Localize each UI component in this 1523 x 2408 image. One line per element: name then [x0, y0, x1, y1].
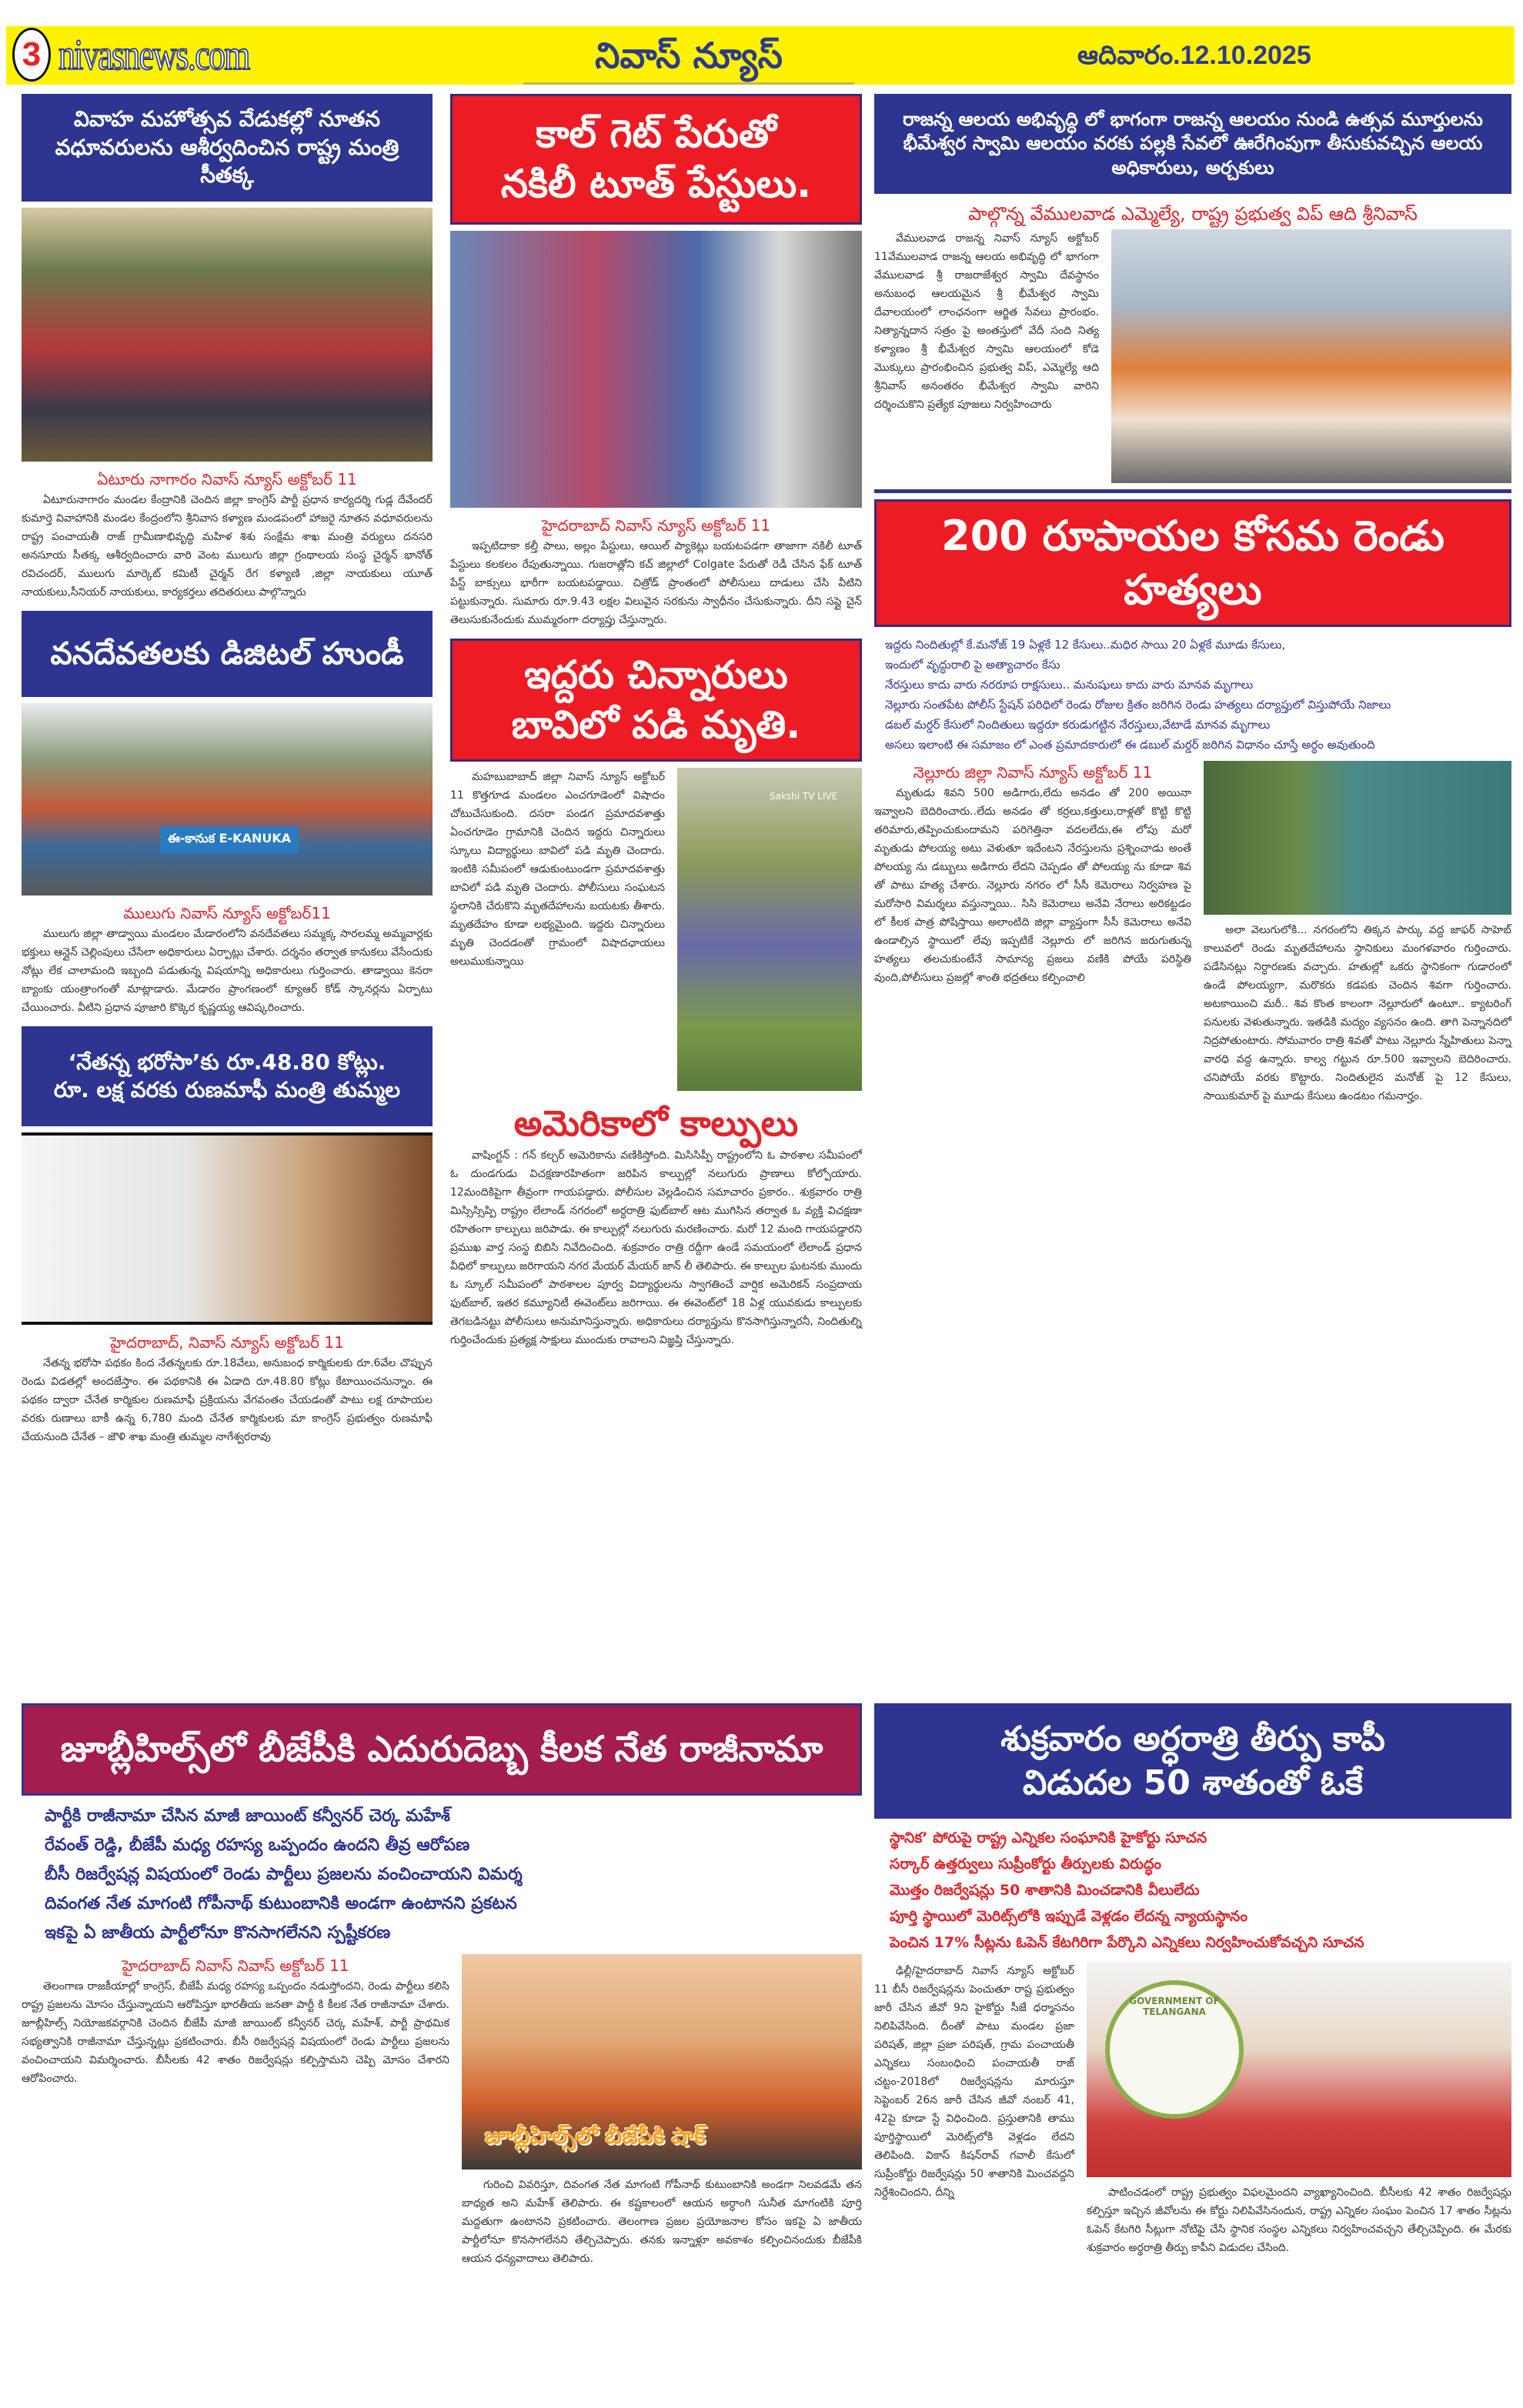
jubilee-highlight: ఇకపై ఏ జాతీయ పార్టీలోనూ కొనసాగలేనని స్పష్టీకరణ — [45, 1923, 391, 1943]
verdict-headline-line1: శుక్రవారం అర్ధరాత్రి తీర్పు కాపీ — [1000, 1719, 1385, 1759]
children-photo — [677, 768, 862, 1091]
site-url[interactable]: nivasnews.com — [58, 32, 249, 79]
children-headline — [450, 639, 862, 762]
wedding-photo — [22, 208, 433, 462]
wedding-headline: వివాహ మహోత్సవ వేడుకల్లో నూతన వధూవరులను ఆశీర్వదించిన రాష్ట్ర మంత్రి సీతక్క — [22, 94, 433, 202]
murders-highlight: నేరస్తులు కాదు వారు నరరూప రాక్షసులు.. మనుషులు కాదు వారు మానవ మృగాలు — [885, 678, 1254, 692]
temple-body: వేములవాడ రాజన్న నివాస్ న్యూస్ అక్టోబర్ 11వేములవాడ రాజన్న ఆలయ అభివృద్ధి లో భాగంగా వేములవాడ శ్రీ రాజరాజేశ్వర స్వామి దేవస్థానం అనుబంధ ఆలయమైన శ్రీ భీమేశ్వర స్వామి దేవాలయంలో లాంఛనంగా ఆర్జిత సేవలు ప్రారంభం. నిత్యాన్నదాన సత్రం పై అంతస్తులో వేదీ సంది నిత్య కళ్యాణం శ్రీ భీమేశ్వర స్వామి ఆలయంలో కోడె మొక్కులు ప్రారంభించిన ప్రభుత్వ విప్, ఎమ్మెల్యే ఆది శ్రీనివాస్ అనంతరం భీమేశ్వర స్వామి వారిని దర్శించుకొని ప్రత్యేక పూజలు నిర్వహించారు — [874, 232, 1099, 411]
verdict-col2 — [1087, 1962, 1511, 2257]
verdict-highlights — [874, 1819, 1511, 1956]
hundi-dateline: ములుగు నివాస్ న్యూస్ అక్టోబర్11 — [123, 904, 331, 922]
toothpaste-headline-line2: నకిలీ టూత్ పేస్టులు. — [500, 162, 812, 206]
temple-photo — [1111, 229, 1511, 483]
jubilee-dateline: హైదరాబాద్ నివాస్ నివాస్ అక్టోబర్ 11 — [122, 1956, 349, 1975]
hundi-body: ములుగు జిల్లా తాడ్వాయి మండలం మేడారంలోని వనదేవతలు సమ్మక్క సారలమ్మ అమ్మవార్లకు భక్తులు ఆన్లైన్ చెల్లింపులు చేసేలా అధికారులు ఏర్పాట్లు చేశారు. దర్శనం తర్వాత కానుకలు వేసేందుకు నోట్లు లేక చాలామంది ఇబ్బంది పడుతున్న విషయాన్ని అధికారులు గుర్తించారు. తాడ్వాయి కెనరా బ్యాంకు యంత్రాంగంతో మాట్లాడారు. మేడారం ప్రాంగణంలో క్యూఆర్ కోడ్ స్కానర్లను ఏర్పాటు చేయించారు. వీటిని ప్రధాన పూజారి కొక్కెర కృష్ణయ్య ఆవిష్కరించారు. — [22, 928, 433, 1014]
children-headline-line1: ఇద్దరు చిన్నారులు — [524, 652, 788, 697]
verdict-highlight: సర్కార్ ఉత్తర్వులు సుప్రీంకోర్టు తీర్పులకు విరుద్ధం — [890, 1856, 1161, 1873]
toothpaste-dateline: హైదరాబాద్ నివాస్ న్యూస్ అక్టోబర్ 11 — [541, 516, 771, 535]
verdict-headline-line2: విడుదల 50 శాతంతో ఓకే — [1023, 1763, 1363, 1803]
issue-date: ఆదివారం.12.10.2025 — [1077, 41, 1311, 70]
murders-highlight: డబల్ మర్డర్ కేసులో నిందితులు ఇద్దరూ కరుడుగట్టిన నేరస్తులు,వేటాడే మానవ మృగాలు — [885, 718, 1271, 732]
canal-photo — [1204, 761, 1511, 915]
hundi-headline: వనదేవతలకు డిజిటల్ హుండీ — [22, 611, 433, 697]
page-number-badge: 3 — [12, 28, 51, 82]
america-headline: అమెరికాలో కాల్పులు — [513, 1102, 799, 1144]
left-column — [22, 94, 433, 1446]
jubilee-photo — [462, 1954, 862, 2170]
murders-body-col2: అలా వెలుగులోకి... నగరంలోని తిక్కన పార్కు వద్ద జాఫర్ సాహెబ్ కాలువలో రెండు మృతదేహాలను స్థానికులు మంగళవారం గుర్తించారు. పడేసినట్లు నిర్ధారణకు వచ్చారు. హతుల్లో ఒకరు స్థానికంగా గుడారంలో ఉండే పోలయ్యగా, మరొకరు కడపకు చెందిన శివగా గుర్తించారు. అటకాయించి మరీ.. శివ కొంత కాలంగా నెల్లూరులో ఉంటూ.. క్యాటరింగ్ పనులకు వెళుతున్నారు. ఇతడికి మద్యం వ్యసనం ఉంది. తాగి పెన్నానదిలో నిద్రపోతుంటారు. సోమవారం రాత్రి శివతో పాటు నెల్లూరు స్నేహితులు పెన్నా వారధి వద్ద ఉన్నారు. కాల్వ గట్టున రూ.500 ఇవ్వాలని బెదిరించారు. చనిపోయే వరకు కొట్టారు. నిందితులైన మనోజ్ పై 12 కేసులు, సాయికుమార్ పై మూడు కేసులు ఉండటం గమనార్హం. — [1204, 924, 1511, 1103]
tv-watermark: Sakshi TV LIVE — [770, 791, 838, 802]
murders-highlight: నెల్లూరు సంతపేట పోలీస్ స్టేషన్ పరిధిలో రెండు రోజుల క్రితం జరిగిన రెండు హత్యలు దర్యాప్తులో విస్తుపోయే నిజాలు — [885, 698, 1391, 712]
hundi-photo — [22, 703, 433, 895]
toothpaste-headline-line1: కాల్ గెట్ పేరుతో — [536, 112, 777, 156]
america-body: వాషింగ్టన్ : గన్ కల్చర్ అమెరికాను వణికిస్తోంది. మిసిసిప్పీ రాష్ట్రంలోని ఓ పాఠశాల సమీపంలో ఓ దుండగుడు విచక్షణారహితంగా జరిపిన కాల్పుల్లో నలుగురు ప్రాణాలు కోల్పోయారు. 12మందికిపైగా తీవ్రంగా గాయపడ్డారు. పోలీసుల వెల్లడించిన సమాచారం ప్రకారం.. శుక్రవారం రాత్రి మిస్సిస్సిప్పి రాష్ట్రం లేలాండ్ నగరంలో అర్ధరాత్రి ఫుట్‌బాల్ ఆట ముగిసిన తర్వాత ఓ వ్యక్తి విచక్షణా రహితంగా కాల్పులు జరిపాడు. ఈ కాల్పుల్లో నలుగురు మరణించారు. మరో 12 మంది గాయపడ్డారని ప్రముఖ వార్త సంస్థ బిబిసి నివేదించింది. శుక్రవారం రాత్రి రద్దీగా ఉండే సమయంలో లేలాండ్ ప్రధాన వీధిలో కాల్పులు జరిగాయని నగర మేయర్ మేయర్ జాన్ లీ తెలిపారు. ఈ కాల్పుల ఘటనకు ముందు ఓ స్కూల్ సమీపంలో పాఠశాలల పూర్వ విద్యార్థులను స్వాగతించే వార్షిక అమెరికన్ సంప్రదాయ ఫుట్‌బాల్, ఇతర కమ్యూనిటీ ఈవెంట్‌లు జరిగాయి. ఈ ఈవెంట్‌లో 18 ఏళ్ల యువకుడు కాల్పులకు తెగబడినట్టు పోలీసులు అనుమానిస్తున్నారు. అధికారులు దర్యాప్తును కొనసాగిస్తున్నారనీ, నిందితుల్ని గుర్తించేందుకు ప్రత్యక్ష సాక్షులు ముందుకు రావాలని విజ్ఞప్తి చేస్తున్నారు. — [450, 1149, 862, 1346]
loan-waiver-headline-line2: రూ. లక్ష వరకు రుణమాఫీ మంత్రి తుమ్మల — [53, 1077, 401, 1102]
jubilee-highlight: దివంగత నేత మాగంటి గోపీనాథ్ కుటుంబానికి అండగా ఉంటానని ప్రకటన — [45, 1894, 517, 1913]
right-column — [874, 94, 1511, 1106]
jubilee-highlight: బీసీ రిజర్వేషన్ల విషయంలో రెండు పార్టీలు ప్రజలను వంచించాయని విమర్శ — [45, 1865, 523, 1884]
loan-waiver-headline — [22, 1026, 433, 1126]
middle-column — [450, 94, 862, 1349]
murders-body-col1: మృతుడు శివని 500 అడిగారు,లేదు అనడం తో 200 అయినా ఇవ్వాలని బెదిరించారు..లేదు అనడం తో కర్రలు,కత్తులు,రాళ్లతో కొట్టి కొట్టి తరిమారు,తప్పించుకుందామని పరిగెత్తినా వదలలేదు,ఈ లోపు మరో మృతుడు పోలయ్య అటు వెళుతూ ఇదేంటని నేరస్తులను ప్రశ్నించాడు అంతే పోలయ్య ను డబ్బులు అడిగారు లేదని చెప్పడం తో పోలయ్య ను కూడా శివ తో పాటు హత్య చేశారు. నెల్లూరు నగరం లో సీసీ కెమెరాలు నిర్వహణ పై మరోసారి విమర్శలు వస్తున్నాయి.. సిసి కెమెరాలు అనేవి నేరాలు అరికట్టడం లో కీలక పాత్ర పోషిస్తాయి అలాంటిది జిల్లా వ్యాప్తంగా సీసీ కెమెరాలు అనేవి ఉండాల్సిన స్థాయిలో లేవు ఇప్పటికే నెల్లూరు లో జరిగిన జరుగుతున్న హత్యలు తలచుకుంటేనే సామాన్య ప్రజలు వణికి పోయే పరిస్థితి వుంది,పోలీసులు ప్రజల్లో శాంతి భద్రతలు కల్పించాలి — [874, 787, 1191, 985]
loan-waiver-headline-line1: ‘నేతన్న భరోసా’కు రూ.48.80 కోట్లు. — [68, 1049, 386, 1075]
murders-dateline: నెల్లూరు జిల్లా నివాస్ న్యూస్ అక్టోబర్ 11 — [913, 763, 1153, 782]
verdict-highlight: స్థానిక’ పోరుపై రాష్ట్ర ఎన్నికల సంఘానికి హైకోర్టు సూచన — [890, 1829, 1207, 1846]
jubilee-highlight: రేవంత్ రెడ్డి, బీజేపీ మధ్య రహస్య ఒప్పందం ఉందని తీవ్ర ఆరోపణ — [45, 1836, 470, 1855]
murders-highlight: ఇందులో వృద్ధురాలి పై అత్యాచారం కేసు — [885, 658, 1060, 672]
temple-headline: రాజన్న ఆలయ అభివృద్ధి లో భాగంగా రాజన్న ఆలయం నుండి ఉత్సవ మూర్తులను భీమేశ్వర స్వామి ఆలయం వరకు పల్లకి సేవలో ఊరేగింపుగా తీసుకువచ్చిన ఆలయ అధికారులు, అర్చకులు — [874, 94, 1511, 194]
telangana-seal: GOVERNMENT OF TELANGANA — [1105, 1980, 1244, 2119]
jubilee-headline: జూబ్లీహిల్స్‌లో బీజేపీకి ఎదురుదెబ్బ కీలక నేత రాజీనామా — [22, 1703, 862, 1796]
murders-col1 — [874, 761, 1191, 987]
bottom-section — [22, 1703, 1511, 2268]
verdict-headline — [874, 1703, 1511, 1819]
murders-col2 — [1204, 761, 1511, 1106]
toothpaste-body: ఇప్పటిదాకా కల్తీ పాలు, అల్లం పేస్టులు, ఆయిల్ ప్యాకెట్లు బయటపడగా తాజాగా నకిలీ టూత్ పేస్టులు కలకలం రేపుతున్నాయి. గుజరాత్లోని కచ్ జిల్లాలో Colgate పేరుతో రెడీ చేసిన ఫేక్ టూత్ పేస్ట్ బాక్సులు భారీగా బయటపడ్డాయి. చిత్రోడ్ ప్రాంతంలో పోలీసులు దాడులు చేసి వీటిని పట్టుకున్నారు. సుమారు రూ.9.43 లక్షల విలువైన సరకును స్వాధీనం చేసుకున్నారు. దీని సప్లై చైన్ తెలుసుకునేందుకు ముమ్మరంగా దర్యాప్తు చేస్తున్నారు. — [450, 540, 862, 626]
jubilee-body-col2: గురించి వివరిస్తూ, దివంగత నేత మాగంటి గోపీనాథ్ కుటుంబానికి అండగా నిలవడమే తన బాధ్యత అని మహేశ్ తెలిపారు. ఈ కష్టకాలంలో ఆయన అర్ధాంగి సునీత మాగంటికి పూర్తి మద్దతుగా ఉంటానని ప్రకటించారు. తెలంగాణ ప్రజల ప్రయోజనాల కోసం ఇకపై ఏ జాతీయ పార్టీలోనూ కొనసాగలేనని తేల్చిచెప్పారు. తనకు ఇన్నాళ్లూ అవకాశం కల్పించినందుకు బీజేపీకి ఆయన ధన్యవాదాలు తెలిపారు. — [462, 2179, 862, 2265]
murders-headline: 200 రూపాయల కోసమ రెండు హత్యలు — [874, 499, 1511, 627]
toothpaste-headline — [450, 94, 862, 225]
loan-waiver-body: నేతన్న భరోసా పథకం కింద నేతన్నలకు రూ.18వేలు, అనుబంధ కార్మికులకు రూ.6వేల చొప్పున రెండు విడతల్లో అందజేస్తాం. ఈ పథకానికి ఈ ఏడాది రూ.48.80 కోట్లు కేటాయించనున్నాం. ఈ పథకం ద్వారా చేనేత కార్మికుల రుణమాఫీ ప్రక్రియను వేగవంతం చేయడంతో పాటు లక్ష రూపాయల వరకు రుణాలు బాకీ ఉన్న 6,780 మంది చేనేత కార్మికులకు మా కాంగ్రెస్ ప్రభుత్వం రుణమాఫీ చేయనుంది చేనేత – జౌళి శాఖ మంత్రి తుమ్మల నాగేశ్వరరావు — [22, 1357, 433, 1443]
murders-highlights — [874, 627, 1511, 755]
jubilee-photo-caption: జూబ్లీహిల్స్‌లో బీజేపీకి షాక్ — [485, 2123, 706, 2149]
murders-highlight: ఇద్దరు నిందితుల్లో కే.మనోజ్ 19 ఏళ్లకే 12 కేసులు..మధిర సాయి 20 ఏళ్లకే మూడు కేసులు, — [885, 638, 1286, 652]
jubilee-body-col1: తెలంగాణ రాజకీయాల్లో కాంగ్రెస్, బీజేపీ మధ్య రహస్య ఒప్పందం నడుస్తోందని, రెండు పార్టీలు కలిసి రాష్ట్ర ప్రజలను మోసం చేస్తున్నాయని ఆరోపిస్తూ భారతీయ జనతా పార్టీ కి కీలక నేత రాజీనామా చేశారు. జూబ్లీహిల్స్ నియోజకవర్గానికి చెందిన బీజేపీ మాజీ జాయింట్ కన్వీనర్ చెర్క మహేశ్, పార్టీ ప్రాథమిక సభ్యత్వానికి రాజీనామా చేస్తున్నట్లు ప్రకటించారు. బీసీ రిజర్వేషన్ల విషయంలో రెండు పార్టీలు ప్రజలను వంచించాయని విమర్శించారు. బీసీలకు 42 శాతం రిజర్వేషన్లు కల్పిస్తామని చెప్పి మోసం చేశారని ఆరోపించారు. — [22, 1980, 449, 2085]
children-headline-line2: బావిలో పడి మృతి. — [511, 702, 801, 747]
verdict-photo — [1087, 1962, 1511, 2177]
jubilee-highlight: పార్టీకి రాజీనామా చేసిన మాజీ జాయింట్ కన్వీనర్ చెర్క మహేశ్ — [45, 1806, 450, 1826]
verdict-highlight: మొత్తం రిజర్వేషన్లు 50 శాతానికి మించడానికి వీలులేదు — [890, 1882, 1200, 1899]
minister-photo — [22, 1132, 433, 1325]
jubilee-highlights — [22, 1796, 862, 1948]
wedding-dateline: ఏటూరు నాగారం నివాస్ న్యూస్ అక్టోబర్ 11 — [97, 470, 357, 489]
paper-name: నివాస్ న్యూస్ — [523, 26, 854, 85]
verdict-body-col1: ఢిల్లీ/హైదరాబాద్ నివాస్ న్యూస్ అక్టోబర్ 11 బీసీ రిజర్వేషన్లను పెంచుతూ రాష్ట ప్రభుత్వం జారీ చేసిన జీవో 9ని హైకోర్టు సీజే ధర్మాసనం నిలిపివేసింది. దీంతో పాటు మండల ప్రజా పరిషత్, జిల్లా ప్రజా పరిషత్, గ్రామ పంచాయతీ ఎన్నికలు సంబంధించి పంచాయతీ రాజ్ చట్టం-2018లో రిజర్వేషన్లను మారుస్తూ సెప్టెంబర్ 26న జారీ చేసిన జీవో నంబర్ 41, 42పై కూడా స్టే విధించింది. ప్రస్తుతానికి తాము పూర్తిస్థాయిలో మెరిట్స్‌లోకి వెళ్లడం లేదని తెలిపింది. వికాస్ కిషన్‌రావ్ గవాలీ కేసులో సుప్రీంకోర్టు రిజర్వేషన్లు 50 శాతానికి మించవద్దని నిర్దేశించిందని, దీన్ని — [874, 1965, 1074, 2199]
e-kanuka-sign: ఈ-కానుక E-KANUKA — [160, 826, 299, 853]
jubilee-col2 — [462, 1954, 862, 2268]
verdict-highlight: పూర్తి స్థాయిలో మెరిట్స్‌లోకి ఇప్పుడే వెళ్లడం లేదన్న న్యాయస్థానం — [890, 1908, 1247, 1925]
wedding-body: ఏటూరునాగారం మండల కేంద్రానికి చెందిన జిల్లా కాంగ్రెస్ పార్టీ ప్రధాన కార్యదర్శి గుడ్ల దేవేందర్ కుమార్తె వివాహానికి మండల కేంద్రంలోని శ్రీనివాస కళ్యాణ మండపంలో హాజరై నూతన వధూవరులను రాష్ట్ర పంచాయతీ రాజ్ గ్రామీణాభివృద్ధి మహిళ శిశు సంక్షేమ శాఖ మంత్రి వర్యులు దనసరి అనసూయ సీతక్క ఆశీర్వదించారు వారి వెంట ములుగు జిల్లా గ్రంథాలయ సంస్థ చైర్మన్ భానోత్ రవిచందర్, ములుగు మార్కెట్ కమిటీ చైర్మన్ రేగ కళ్యాణి ,జిల్లా నాయకులు యూత్ నాయకులు,సీనియర్ నాయకులు, కార్యకర్తలు తదితరులు పాల్గొన్నారు — [22, 494, 433, 599]
toothpaste-photo — [450, 231, 862, 508]
verdict-highlight: పెంచిన 17% సీట్లను ఓపెన్ కేటగిరిగా పేర్కొని ఎన్నికలు నిర్వహించుకోవచ్చని సూచన — [890, 1934, 1364, 1951]
loan-waiver-dateline: హైదరాబాద్, నివాస్ న్యూస్ అక్టోబర్ 11 — [110, 1333, 344, 1352]
temple-subhead: పాల్గొన్న వేములవాడ ఎమ్మెల్యే, రాష్ట్ర ప్రభుత్వ విప్ ఆది శ్రీనివాస్ — [968, 203, 1418, 225]
children-body: మహబుబాబాద్ జిల్లా నివాస్ న్యూస్ అక్టోబర్ 11 కొత్తగూడ మండలం ఎంచగూడెంలో విషాదం చోటుచేసుకుంది. దసరా పండగ ప్రమాదవశాత్తు ఏంచగూడెం గ్రామానికి చెందిన ఇద్దరు చిన్నారులు స్కూలు విద్యార్థులు బావిలో పడి మృతి చెందారు. ఇంటికి సమీపంలో ఆడుకుంటుండగా ప్రమాదవశాత్తు బావిలో పడి మృతి చెందారు. పోలీసులు సంఘటన స్థలానికి చేరుకొని మృతదేహాలను బయటకు తీశారు. మృతదేహం కూడా లభ్యమైంది. ఇద్దరు చిన్నారులు మృతి చెందడంతో గ్రామంలో విషాదఛాయలు అలుముకున్నాయి — [450, 771, 665, 968]
verdict-body-col2: పాటించడంలో రాష్ట్ర ప్రభుత్వం విఫలమైందని వ్యాఖ్యానించింది. బీసీలకు 42 శాతం రిజర్వేషన్లు కల్పిస్తూ ఇచ్చిన జీవోలను ఈ కోర్టు నిలిపివేసినందున, రాష్ట్ర ఎన్నికల సంఘం పెంచిన 17 శాతం సీట్లను ఓపెన్ కేటగిరి సీట్లుగా నోటిఫై చేసి స్థానిక సంస్థల ఎన్నికలు నిర్వహించవచ్చని తేల్చిచెప్పింది. ఈ మేరకు శుక్రవారం అర్థరాత్రి తీర్పు కాపీని విడుదల చేసింది. — [1087, 2186, 1511, 2254]
verdict-article — [874, 1703, 1511, 2257]
jubilee-article — [22, 1703, 862, 2268]
jubilee-col1 — [22, 1954, 449, 2088]
murders-highlight: అసలు ఇలాంటి ఈ సమాజం లో ఎంత ప్రమాదకారులో ఈ డబుల్ మర్డర్ జరిగిన విధానం చూస్తే అర్థం అవుతుంది — [885, 738, 1375, 752]
